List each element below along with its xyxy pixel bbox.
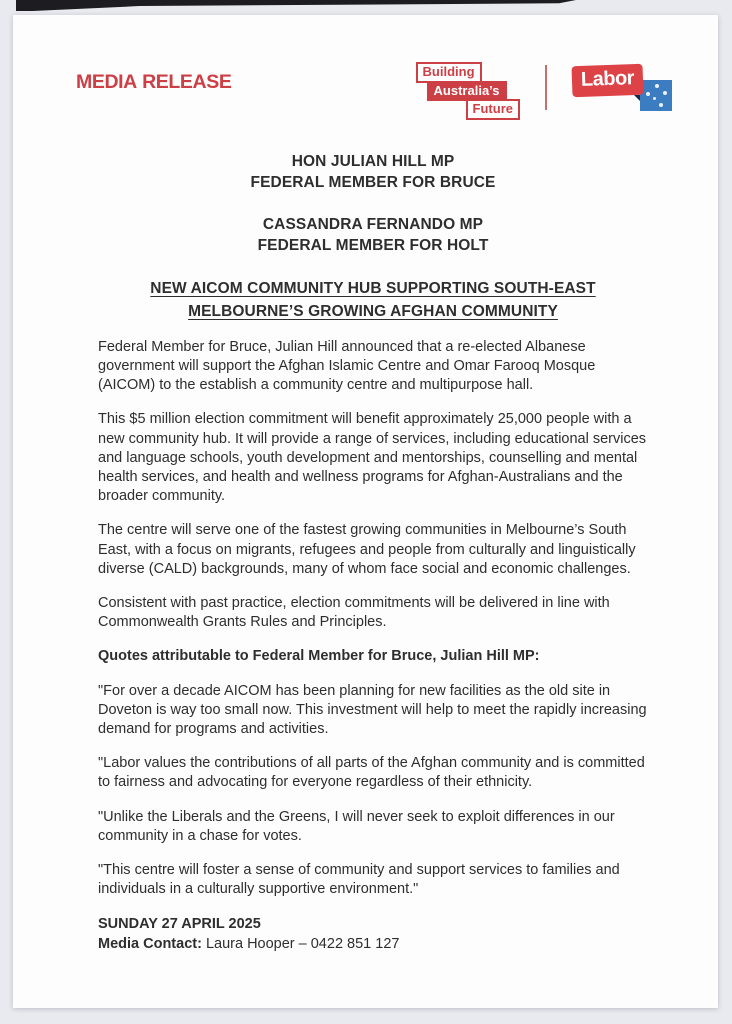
quotes-heading: Quotes attributable to Federal Member for Bruce, Julian Hill MP:	[98, 648, 540, 665]
document-content	[98, 151, 648, 955]
paragraph-1: Federal Member for Bruce, Julian Hill announced that a re-elected Albanese government will support the Afghan Islamic Centre and Omar Farooq Mosque (AICOM) to the establish a community centre and multipurpose hall.	[98, 338, 596, 394]
member-name: HON JULIAN HILL MP	[291, 152, 455, 170]
baf-logo-line2: Australia’s	[427, 81, 507, 102]
media-contact-line	[98, 934, 648, 954]
quote-1: "For over a decade AICOM has been planning for new facilities as the old site in Doveton is way too small now. This investment will help to meet the rapidly increasing demand for programs and activities.	[98, 682, 647, 738]
quote-4: "This centre will foster a sense of community and support services to families and individuals in a culturally supportive environment."	[98, 862, 620, 898]
headline-line1: NEW AICOM COMMUNITY HUB SUPPORTING SOUTH-EAST	[150, 279, 596, 297]
baf-logo-line1: Building	[416, 62, 482, 83]
member-block-julian-hill	[98, 151, 648, 193]
headline	[98, 277, 648, 323]
baf-logo-line3: Future	[466, 99, 520, 120]
member-electorate: FEDERAL MEMBER FOR HOLT	[257, 236, 489, 254]
document	[13, 15, 718, 954]
media-release-label: MEDIA RELEASE	[76, 71, 232, 93]
headline-line2: MELBOURNE’S GROWING AFGHAN COMMUNITY	[188, 302, 558, 320]
quote-2: "Labor values the contributions of all parts of the Afghan community and is committed to fairness and advocating for everyone regardless of their ethnicity.	[98, 755, 645, 791]
building-australias-future-logo	[416, 62, 520, 120]
photo-corner-artifact	[16, 0, 576, 11]
paragraph-3: The centre will serve one of the fastest growing communities in Melbourne’s South East, with a focus on migrants, refugees and people from culturally and linguistically diverse (CALD) backgrounds, many of whom face social and economic challenges.	[98, 522, 636, 577]
media-contact-value: Laura Hooper – 0422 851 127	[205, 936, 400, 953]
footer	[98, 914, 648, 954]
quote-3: "Unlike the Liberals and the Greens, I will never seek to exploit differences in our community in a chase for votes.	[98, 808, 615, 844]
labor-wordmark: Labor	[571, 64, 643, 97]
members-section	[98, 151, 648, 256]
release-date: SUNDAY 27 APRIL 2025	[98, 916, 261, 933]
member-electorate: FEDERAL MEMBER FOR BRUCE	[250, 173, 496, 191]
logo-divider	[545, 65, 547, 110]
media-contact-label: Media Contact:	[98, 936, 202, 953]
body-text	[98, 338, 648, 955]
member-name: CASSANDRA FERNANDO MP	[262, 215, 484, 233]
labor-logo	[572, 65, 672, 117]
paragraph-4: Consistent with past practice, election commitments will be delivered in line with Commonwealth Grants Rules and Principles.	[98, 595, 610, 631]
southern-cross-flag-icon	[640, 80, 672, 111]
paragraph-2: This $5 million election commitment will benefit approximately 25,000 people with a new community hub. It will provide a range of services, including educational services and language schools, youth development and mentorships, counselling and mental health services, and health and wellness programs for Afghan-Australians and the broader community.	[98, 411, 647, 505]
media-release-page	[13, 15, 718, 1008]
masthead	[76, 62, 660, 120]
logo-cluster	[416, 62, 672, 120]
member-block-cassandra-fernando	[98, 214, 648, 256]
